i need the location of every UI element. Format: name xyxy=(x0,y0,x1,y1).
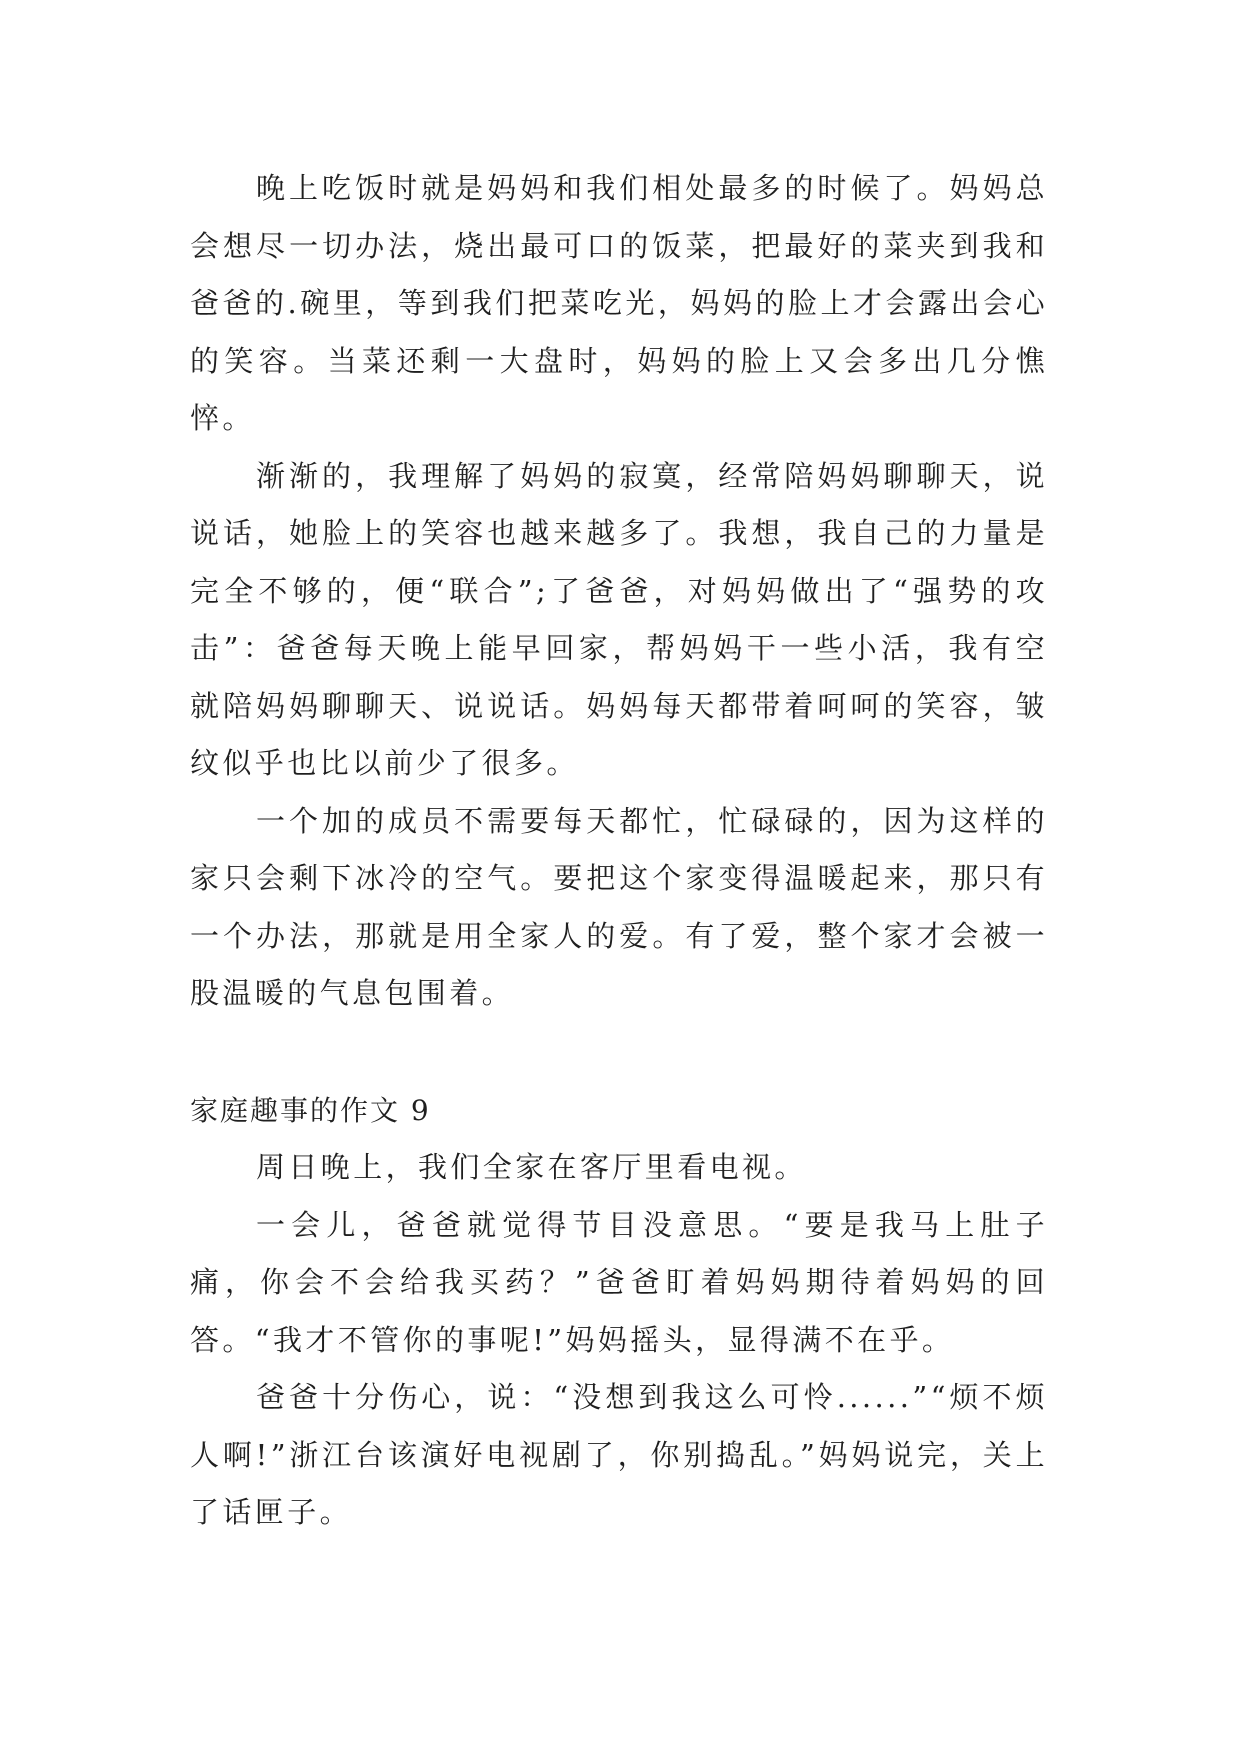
paragraph: 一会儿，爸爸就觉得节目没意思。“要是我马上肚子痛，你会不会给我买药？”爸爸盯着妈妈期待着妈妈的回答。“我才不管你的事呢!”妈妈摇头，显得满不在乎。 xyxy=(190,1207,1048,1357)
document-body xyxy=(190,160,1048,1542)
paragraph: 一个加的成员不需要每天都忙，忙碌碌的，因为这样的家只会剩下冰冷的空气。要把这个家变得温暖起来，那只有一个办法，那就是用全家人的爱。有了爱，整个家才会被一股温暖的气息包围着。 xyxy=(190,803,1048,1010)
paragraph: 周日晚上，我们全家在客厅里看电视。 xyxy=(256,1150,807,1184)
section-title: 家庭趣事的作文 9 xyxy=(190,1093,431,1127)
paragraph: 爸爸十分伤心，说：“没想到我这么可怜......”“烦不烦人啊!”浙江台该演好电视剧了，你别捣乱。”妈妈说完，关上了话匣子。 xyxy=(190,1380,1048,1529)
paragraph: 晚上吃饭时就是妈妈和我们相处最多的时候了。妈妈总会想尽一切办法，烧出最可口的饭菜，把最好的菜夹到我和爸爸的.碗里，等到我们把菜吃光，妈妈的脸上才会露出会心的笑容。当菜还剩一大盘时，妈妈的脸上又会多出几分憔悴。 xyxy=(190,171,1048,435)
paragraph: 渐渐的，我理解了妈妈的寂寞，经常陪妈妈聊聊天，说说话，她脸上的笑容也越来越多了。我想，我自己的力量是完全不够的，便“联合”;了爸爸，对妈妈做出了“强势的攻击”：爸爸每天晚上能早回家，帮妈妈干一些小活，我有空就陪妈妈聊聊天、说说话。妈妈每天都带着呵呵的笑容，皱纹似乎也比以前少了很多。 xyxy=(190,458,1048,780)
